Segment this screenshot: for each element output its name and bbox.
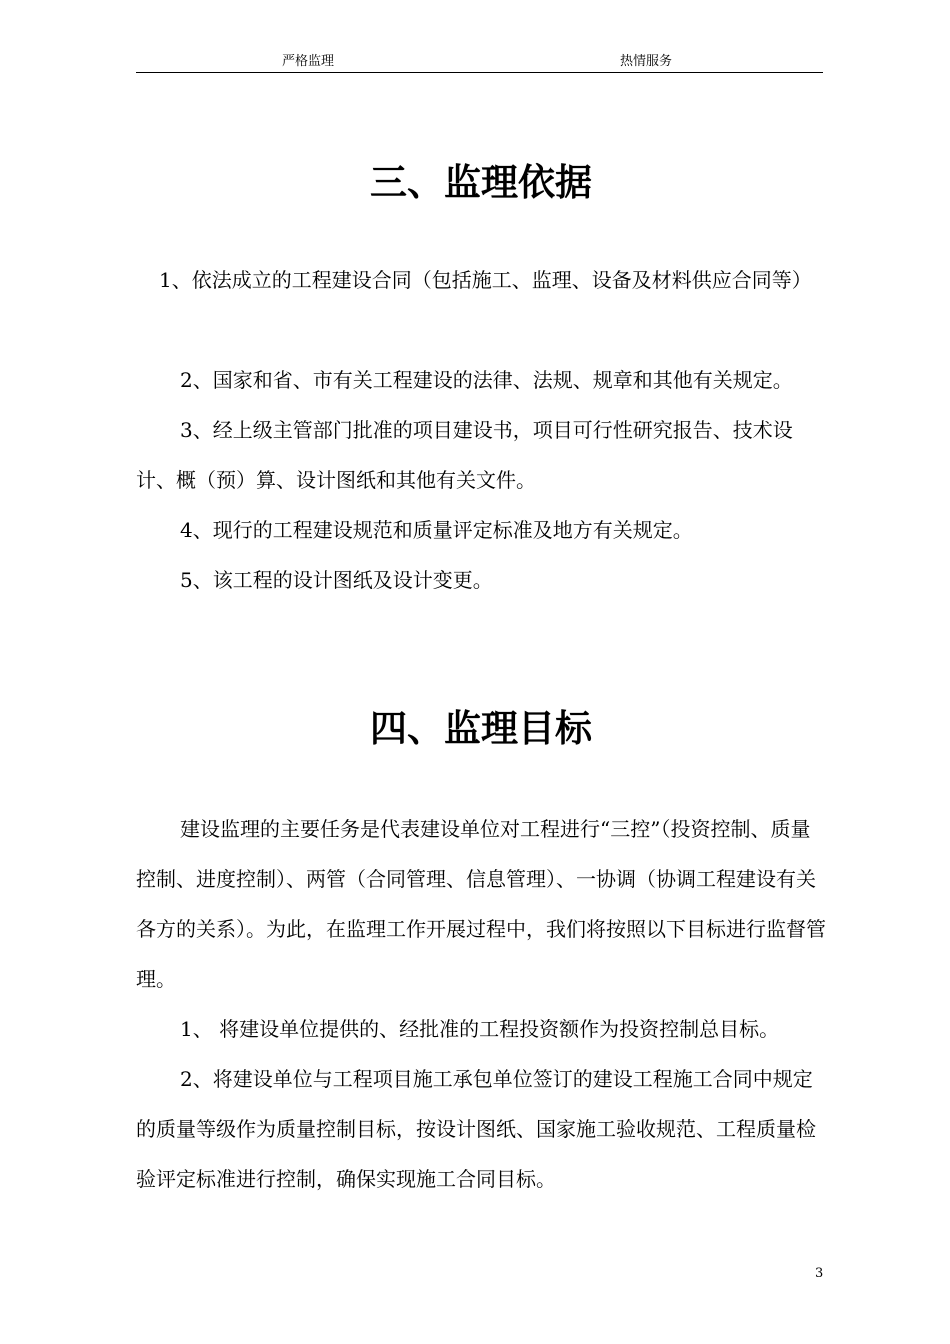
header-left-text: 严格监理 — [282, 54, 335, 69]
section-4-title: 四、监理目标 — [370, 707, 592, 750]
section-3-item-2: 2、国家和省、市有关工程建设的法律、法规、规章和其他有关规定。 — [180, 368, 793, 392]
section-4-intro: 建设监理的主要任务是代表建设单位对工程进行“三控”（投资控制、质量控制、进度控制）、两管（合同管理、信息管理）、一协调（协调工程建设有关各方的关系）。为此，在监理工作开展过程中，我们将按照以下目标进行监督管理。 — [136, 817, 826, 991]
section-3-item-1: 1、依法成立的工程建设合同（包括施工、监理、设备及材料供应合同等） — [159, 268, 812, 292]
section-3-item-5: 5、该工程的设计图纸及设计变更。 — [180, 568, 493, 592]
header-rule — [136, 72, 823, 73]
header-right-text: 热情服务 — [620, 54, 673, 69]
section-4-item-1: 1、 将建设单位提供的、经批准的工程投资额作为投资控制总目标。 — [180, 1017, 780, 1041]
section-3-item-4: 4、现行的工程建设规范和质量评定标准及地方有关规定。 — [180, 518, 693, 542]
page-number: 3 — [815, 1266, 824, 1281]
section-4-item-2: 2、将建设单位与工程项目施工承包单位签订的建设工程施工合同中规定的质量等级作为质量控制目标，按设计图纸、国家施工验收规范、工程质量检验评定标准进行控制，确保实现施工合同目标。 — [136, 1067, 816, 1191]
section-3-item-3: 3、经上级主管部门批准的项目建设书，项目可行性研究报告、技术设计、概（预）算、设计图纸和其他有关文件。 — [136, 418, 793, 492]
section-3-title: 三、监理依据 — [370, 161, 592, 204]
